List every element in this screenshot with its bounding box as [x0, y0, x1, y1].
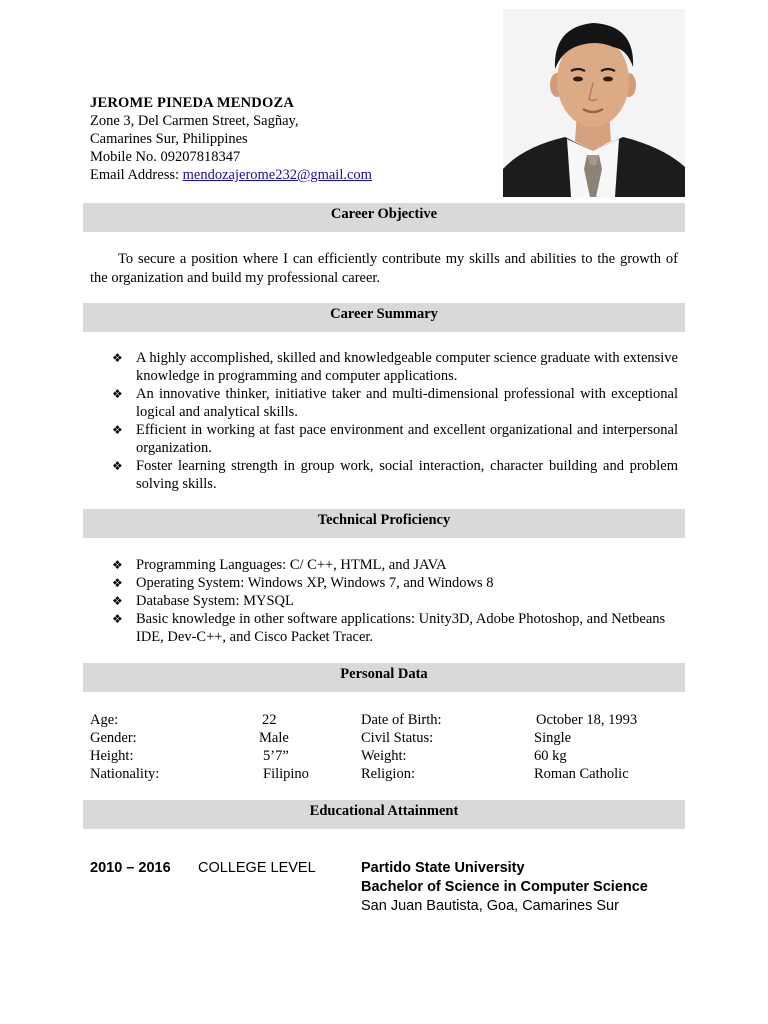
bullet-diamond-icon: ❖: [112, 576, 123, 590]
section-career-summary: Career Summary: [83, 303, 685, 332]
personal-labels-left: [90, 711, 159, 783]
education-details: [361, 859, 648, 916]
age-label: Age:: [90, 712, 119, 728]
section-educational-attainment: Educational Attainment: [83, 800, 685, 829]
list-item: ❖ Foster learning strength in group work, social interaction, character building and problem solving skills.: [112, 458, 678, 492]
list-item: ❖ An innovative thinker, initiative taker and multi-dimensional professional with exceptional logical and analytical skills.: [112, 386, 678, 420]
bullet-diamond-icon: ❖: [112, 387, 123, 401]
gender-value: Male: [259, 730, 289, 746]
section-technical-proficiency: Technical Proficiency: [83, 509, 685, 538]
bullet-diamond-icon: ❖: [112, 594, 123, 608]
profile-photo: [503, 9, 685, 197]
mobile-number: Mobile No. 09207818347: [90, 149, 241, 165]
weight-value: 60 kg: [534, 748, 567, 764]
height-value: 5’7”: [263, 748, 289, 764]
education-level: COLLEGE LEVEL: [198, 860, 316, 876]
nationality-value: Filipino: [263, 766, 309, 782]
technical-list: [112, 556, 678, 646]
objective-text: To secure a position where I can efficiently contribute my skills and abilities to the growth of the organization and build my professional career.: [90, 251, 678, 286]
religion-label: Religion:: [361, 766, 415, 782]
address-line-2: Camarines Sur, Philippines: [90, 131, 248, 147]
school-name: Partido State University: [361, 860, 525, 876]
age-value: 22: [262, 712, 277, 728]
full-name: JEROME PINEDA MENDOZA: [90, 95, 294, 111]
gender-label: Gender:: [90, 730, 137, 746]
list-item: ❖ Efficient in working at fast pace environment and excellent organizational and interpersonal organization.: [112, 422, 678, 456]
degree-name: Bachelor of Science in Computer Science: [361, 879, 648, 895]
civil-status-label: Civil Status:: [361, 730, 434, 746]
address-line-1: Zone 3, Del Carmen Street, Sagñay,: [90, 113, 299, 129]
religion-value: Roman Catholic: [534, 766, 629, 782]
weight-label: Weight:: [361, 748, 407, 764]
section-personal-data: Personal Data: [83, 663, 685, 692]
list-item: ❖ A highly accomplished, skilled and knowledgeable computer science graduate with extensive knowledge in programming and computer applications.: [112, 350, 678, 384]
summary-list: [112, 349, 678, 493]
bullet-diamond-icon: ❖: [112, 558, 123, 572]
email-label: Email Address:: [90, 167, 183, 183]
bullet-diamond-icon: ❖: [112, 612, 123, 626]
bullet-diamond-icon: ❖: [112, 459, 123, 473]
personal-labels-right: [361, 711, 442, 783]
email-line: [90, 166, 372, 184]
portrait-photo-icon: [503, 9, 685, 197]
nationality-label: Nationality:: [90, 766, 160, 782]
personal-values-right: [534, 711, 637, 783]
personal-values-left: [259, 711, 309, 783]
dob-value: October 18, 1993: [536, 712, 638, 728]
list-item: ❖ Programming Languages: C/ C++, HTML, and JAVA: [112, 557, 447, 573]
section-career-objective: Career Objective: [83, 203, 685, 232]
list-item: ❖ Basic knowledge in other software applications: Unity3D, Adobe Photoshop, and Netbeans IDE, Dev-C++, and Cisco Packet Tracer.: [112, 611, 666, 645]
school-location: San Juan Bautista, Goa, Camarines Sur: [361, 898, 619, 914]
civil-status-value: Single: [534, 730, 572, 746]
education-years: 2010 – 2016: [90, 860, 171, 876]
dob-label: Date of Birth:: [361, 712, 442, 728]
height-label: Height:: [90, 748, 134, 764]
bullet-diamond-icon: ❖: [112, 351, 123, 365]
list-item: ❖ Operating System: Windows XP, Windows 7, and Windows 8: [112, 575, 494, 591]
email-link[interactable]: mendozajerome232@gmail.com: [182, 167, 372, 183]
bullet-diamond-icon: ❖: [112, 423, 123, 437]
list-item: ❖ Database System: MYSQL: [112, 593, 294, 609]
contact-block: [90, 94, 372, 184]
